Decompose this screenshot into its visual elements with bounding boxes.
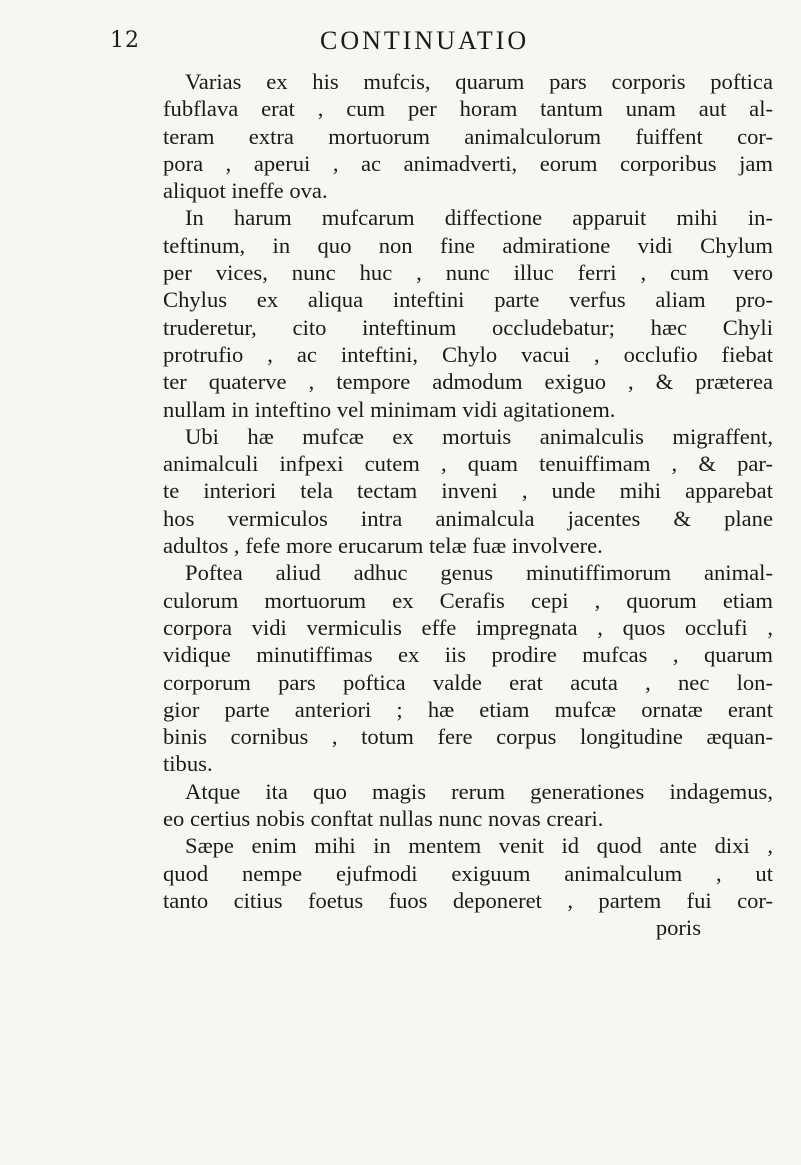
- text-line: culorum mortuorum ex Cerafis cepi , quorum etiam: [163, 587, 773, 613]
- text-line: aliquot ineffe ova.: [163, 178, 328, 204]
- text-line: te interiori tela tectam inveni , unde mihi apparebat: [163, 478, 773, 504]
- text-line: Sæpe enim mihi in mentem venit id quod ante dixi ,: [185, 833, 773, 859]
- text-line: vidique minutiffimas ex iis prodire mufcas , quarum: [163, 642, 773, 668]
- text-line: pora , aperui , ac animadverti, eorum corporibus jam: [163, 150, 773, 176]
- text-line: corpora vidi vermiculis effe impregnata , quos occlufi ,: [163, 614, 773, 640]
- page-number: 12: [110, 28, 140, 53]
- body-text: [163, 68, 773, 942]
- catchword: poris: [655, 915, 701, 941]
- text-line: quod nempe ejufmodi exiguum animalculum , ut: [163, 860, 773, 886]
- running-title: CONTINUATIO: [320, 26, 530, 55]
- text-line: corporum pars poftica valde erat acuta , nec lon-: [163, 669, 773, 695]
- text-line: Ubi hæ mufcæ ex mortuis animalculis migraffent,: [185, 423, 773, 449]
- text-line: nullam in inteftino vel minimam vidi agitationem.: [163, 396, 616, 422]
- text-line: truderetur, cito inteftinum occludebatur; hæc Chyli: [163, 314, 773, 340]
- text-line: Atque ita quo magis rerum generationes indagemus,: [185, 778, 773, 804]
- text-line: In harum mufcarum diffectione apparuit mihi in-: [185, 205, 773, 231]
- text-line: tibus.: [163, 751, 213, 777]
- text-line: teftinum, in quo non fine admiratione vidi Chylum: [163, 232, 773, 258]
- text-line: animalculi infpexi cutem , quam tenuiffimam , & par-: [163, 451, 773, 477]
- text-line: per vices, nunc huc , nunc illuc ferri , cum vero: [163, 260, 773, 286]
- text-line: fubflava erat , cum per horam tantum unam aut al-: [163, 96, 773, 122]
- text-line: ter quaterve , tempore admodum exiguo , & præterea: [163, 369, 773, 395]
- text-line: protrufio , ac inteftini, Chylo vacui , occlufio fiebat: [163, 341, 773, 367]
- text-line: eo certius nobis conftat nullas nunc novas creari.: [163, 806, 604, 832]
- text-line: tanto citius foetus fuos deponeret , partem fui cor-: [163, 887, 773, 913]
- text-line: teram extra mortuorum animalculorum fuiffent cor-: [163, 123, 773, 149]
- text-line: binis cornibus , totum fere corpus longitudine æquan-: [163, 724, 773, 750]
- text-line: Varias ex his mufcis, quarum pars corporis poftica: [185, 69, 773, 94]
- text-line: adultos , fefe more erucarum telæ fuæ involvere.: [163, 533, 603, 559]
- text-line: Poftea aliud adhuc genus minutiffimorum animal-: [185, 560, 773, 586]
- text-line: gior parte anteriori ; hæ etiam mufcæ ornatæ erant: [163, 696, 773, 722]
- text-line: hos vermiculos intra animalcula jacentes & plane: [163, 505, 773, 531]
- text-line: Chylus ex aliqua inteftini parte verfus aliam pro-: [163, 287, 773, 313]
